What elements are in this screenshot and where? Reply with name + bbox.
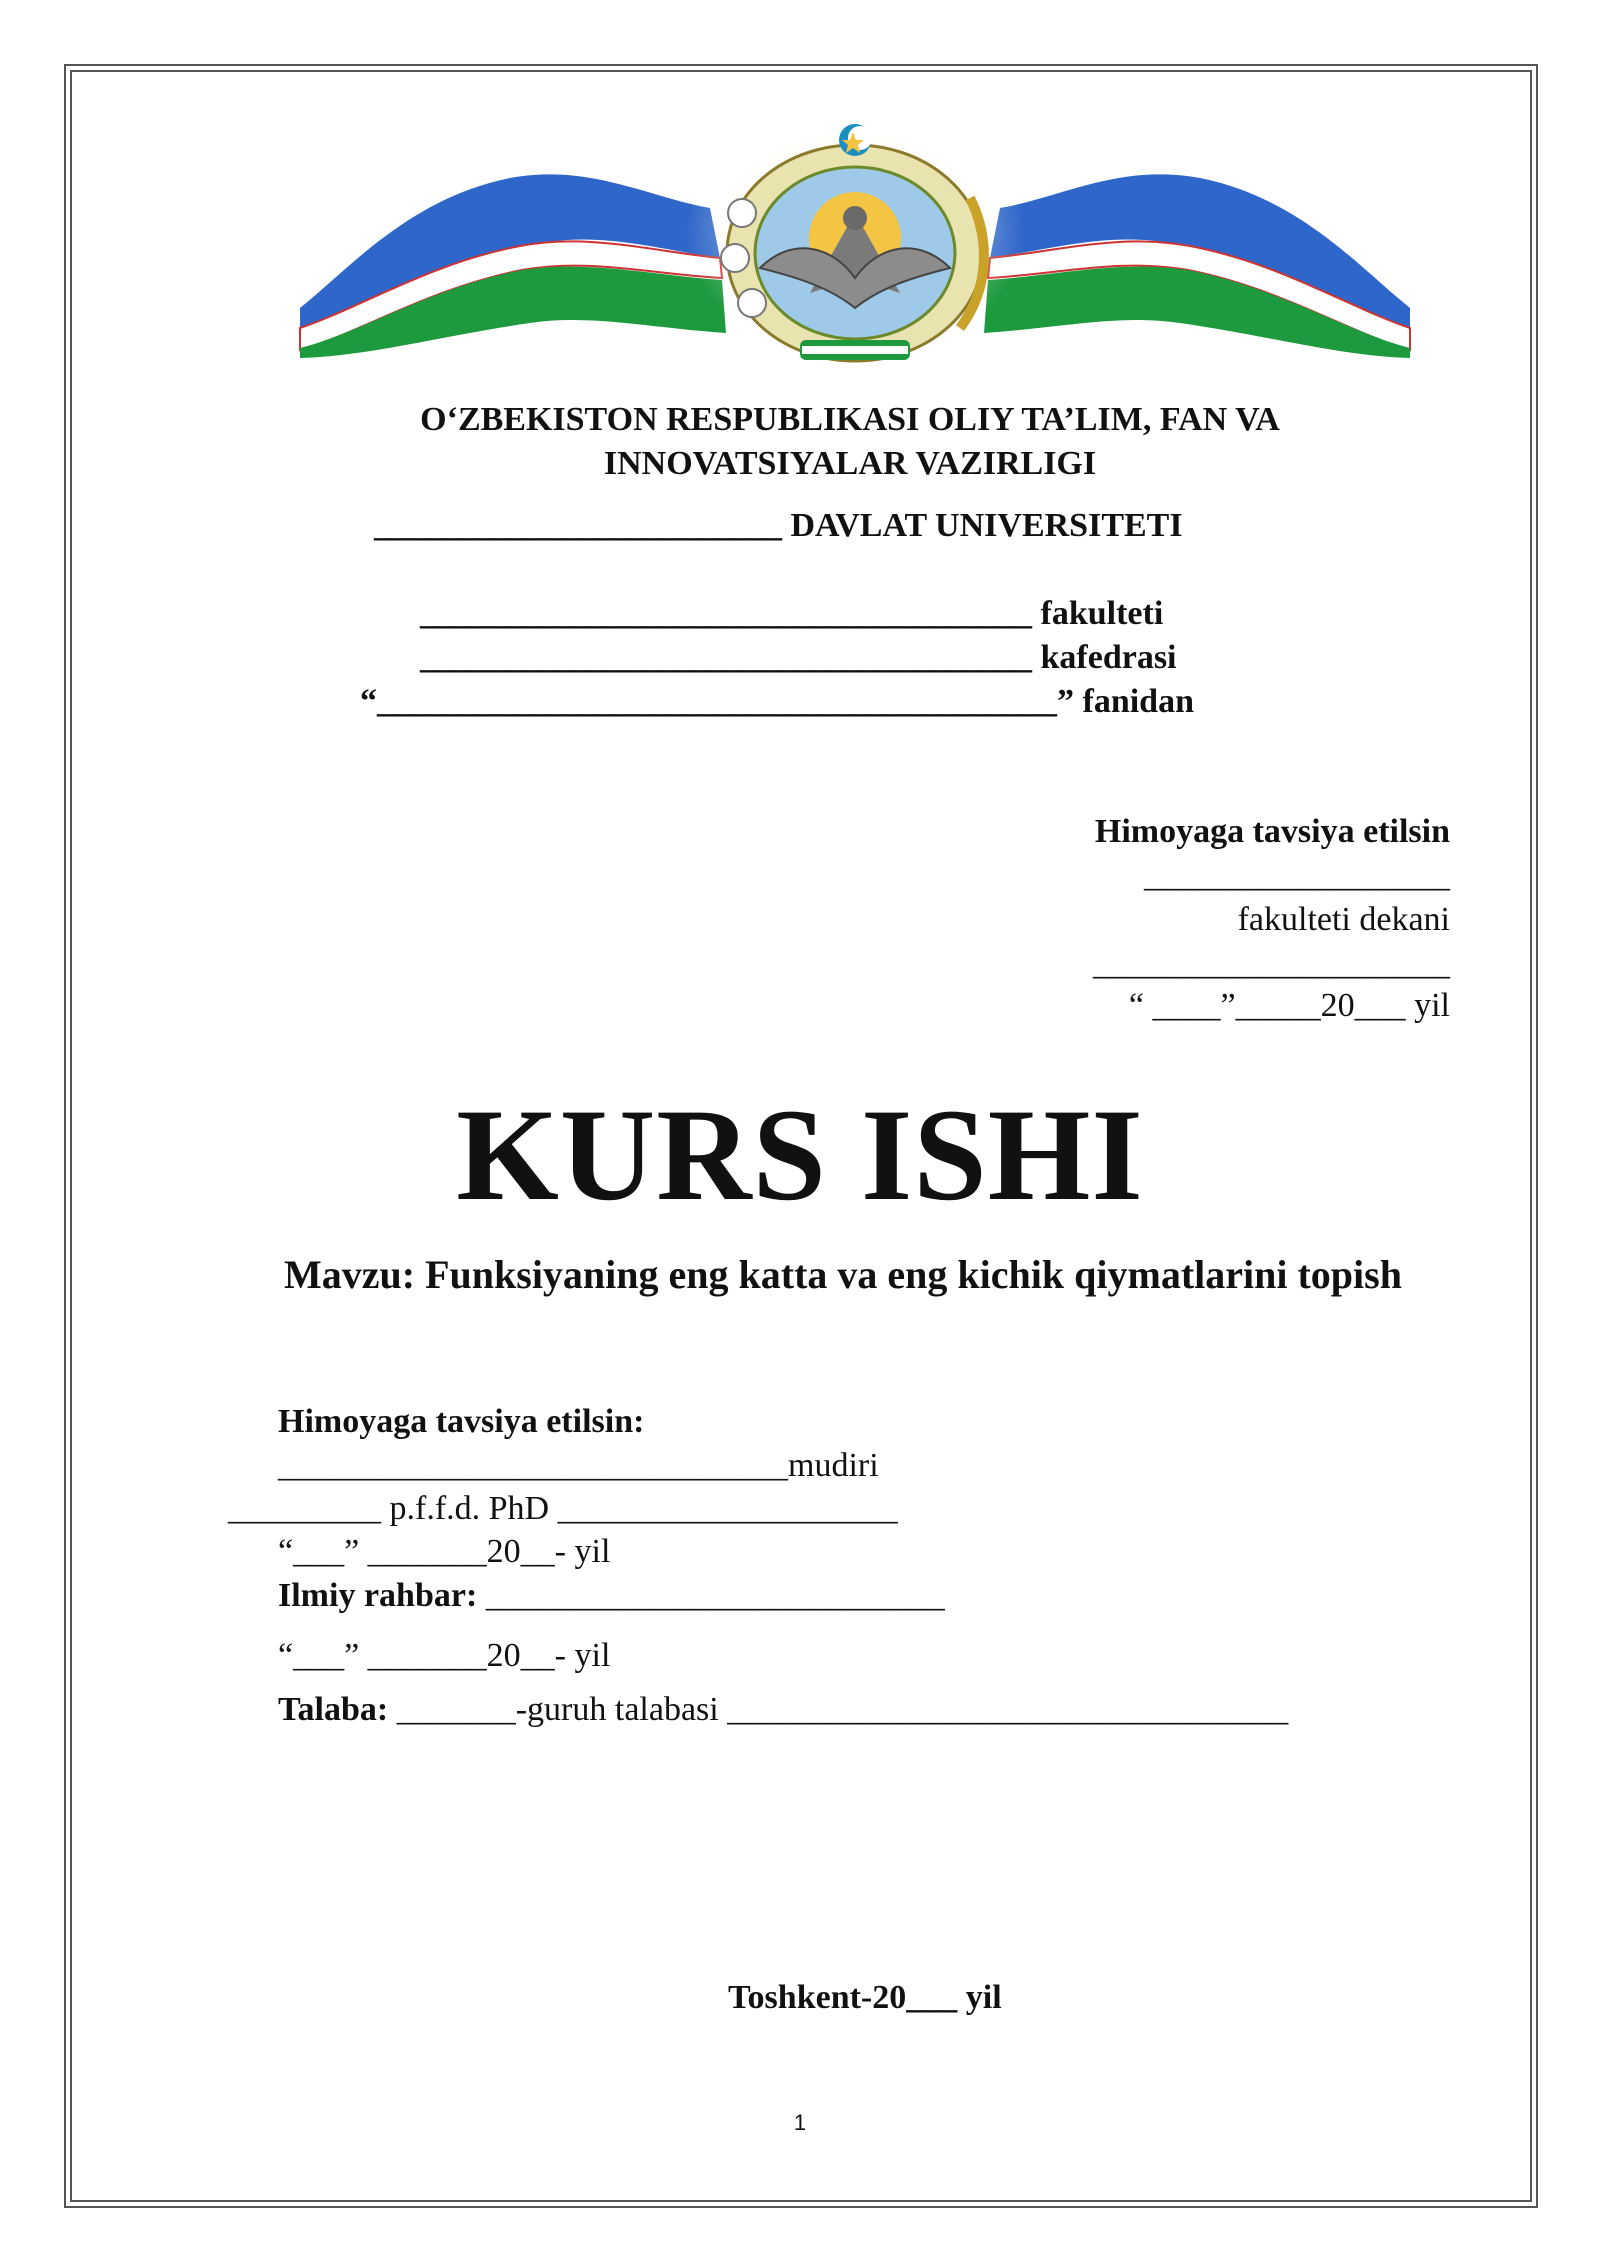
supervisor-blank: ___________________________ — [485, 1577, 945, 1614]
faculty-line: ____________________________________ fakulteti — [420, 595, 1164, 632]
supervisor-date: “___” _______20__- yil — [278, 1637, 611, 1674]
ministry-title — [200, 398, 1500, 486]
head-mudiri-line: ______________________________mudiri — [278, 1447, 879, 1484]
department-line: ____________________________________ kafedrasi — [420, 639, 1177, 676]
topic-text: Funksiyaning eng katta va eng kichik qiymatlarini topish — [425, 1252, 1402, 1297]
document-title: KURS ISHI — [456, 1081, 1144, 1228]
state-emblem-flag-image — [290, 118, 1420, 368]
dean-name-line: __________________ — [1144, 857, 1450, 894]
head-approval-heading: Himoyaga tavsiya etilsin: — [278, 1403, 645, 1440]
student-label: Talaba: — [278, 1691, 389, 1728]
ministry-line-1: O‘ZBEKISTON RESPUBLIKASI OLIY TA’LIM, FAN VA — [420, 401, 1280, 438]
dean-approval-heading: Himoyaga tavsiya etilsin — [1094, 813, 1450, 850]
head-phd-line: _________ p.f.f.d. PhD ____________________ — [228, 1490, 898, 1527]
city-year: Toshkent-20___ yil — [728, 1979, 1002, 2016]
supervisor-label: Ilmiy rahbar: — [278, 1577, 478, 1614]
dean-signature-line: _____________________ — [1093, 945, 1450, 982]
student-blank: _______-guruh talabasi _________________________________ — [396, 1691, 1289, 1728]
topic-line — [284, 1250, 1402, 1300]
student-line — [278, 1688, 1288, 1732]
dean-role: fakulteti dekani — [1237, 901, 1450, 938]
supervisor-line — [278, 1574, 945, 1618]
ministry-line-2: INNOVATSIYALAR VAZIRLIGI — [603, 445, 1097, 482]
subject-line: “________________________________________” fanidan — [360, 683, 1194, 720]
topic-label: Mavzu: — [284, 1252, 416, 1297]
page-number: 1 — [793, 2110, 807, 2135]
university-line: ________________________ DAVLAT UNIVERSITETI — [374, 507, 1183, 544]
dean-date: “ ____”_____20___ yil — [1128, 987, 1450, 1024]
head-date: “___” _______20__- yil — [278, 1533, 611, 1570]
